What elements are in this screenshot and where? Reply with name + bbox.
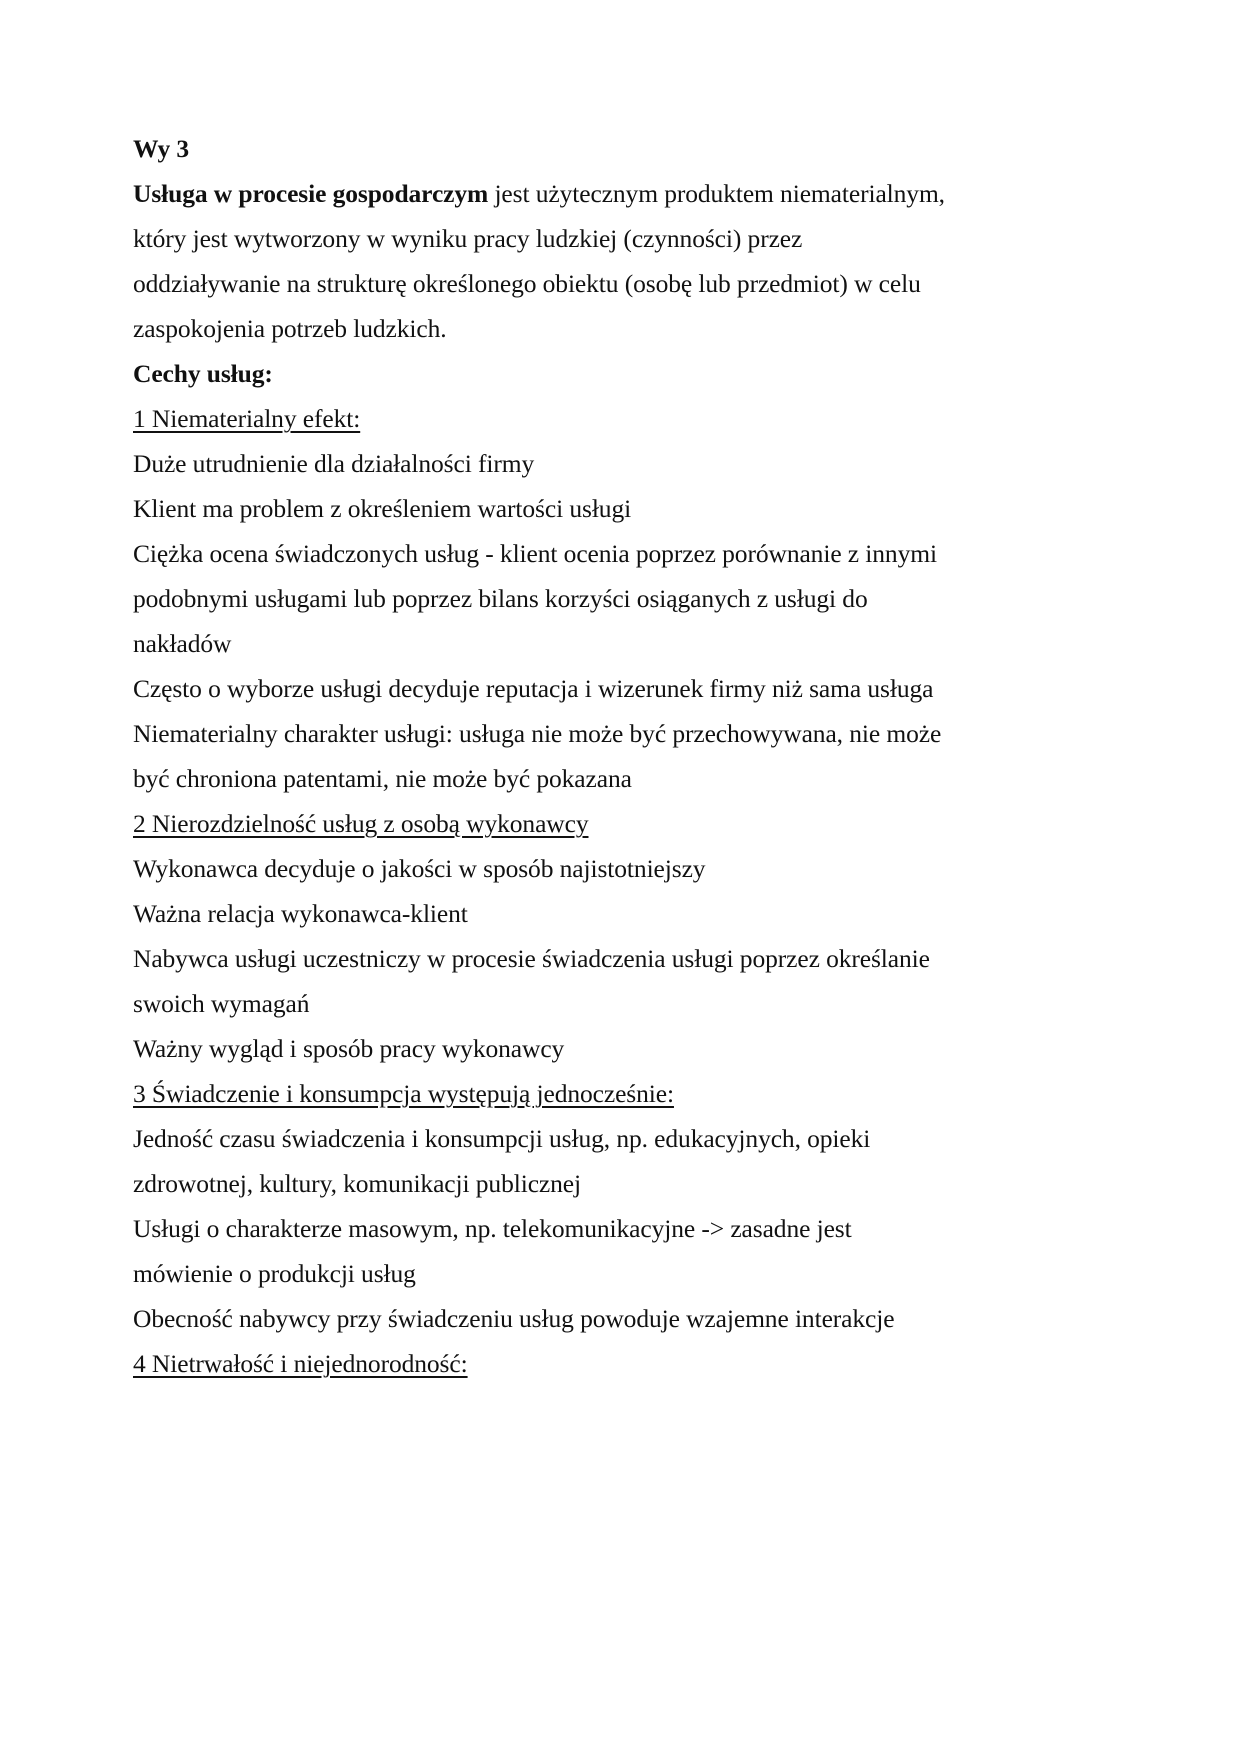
section-1-line: Klient ma problem z określeniem wartości usługi — [133, 494, 632, 523]
features-heading: Cechy usług: — [133, 359, 273, 388]
document-title: Wy 3 — [133, 134, 190, 163]
definition-line-4: zaspokojenia potrzeb ludzkich. — [133, 314, 447, 343]
section-3-line: Usługi o charakterze masowym, np. telekomunikacyjne -> zasadne jest — [133, 1214, 852, 1243]
definition-term: Usługa w procesie gospodarczym — [133, 179, 489, 208]
section-3-heading: 3 Świadczenie i konsumpcja występują jednocześnie: — [133, 1079, 674, 1108]
section-2-line: swoich wymagań — [133, 989, 310, 1018]
definition-line-1 — [133, 171, 1093, 216]
definition-line-2: który jest wytworzony w wyniku pracy ludzkiej (czynności) przez — [133, 224, 803, 253]
section-1-line: być chroniona patentami, nie może być pokazana — [133, 764, 632, 793]
definition-line-3: oddziaływanie na strukturę określonego obiektu (osobę lub przedmiot) w celu — [133, 269, 921, 298]
section-1-line: Duże utrudnienie dla działalności firmy — [133, 449, 535, 478]
section-1-line: Często o wyborze usługi decyduje reputacja i wizerunek firmy niż sama usługa — [133, 674, 934, 703]
section-3-line: zdrowotnej, kultury, komunikacji publicznej — [133, 1169, 581, 1198]
document-page — [133, 126, 1093, 1386]
section-2-line: Wykonawca decyduje o jakości w sposób najistotniejszy — [133, 854, 706, 883]
section-2-line: Ważny wygląd i sposób pracy wykonawcy — [133, 1034, 565, 1063]
section-1-line: podobnymi usługami lub poprzez bilans korzyści osiąganych z usługi do — [133, 584, 868, 613]
section-3-line: Obecność nabywcy przy świadczeniu usług powoduje wzajemne interakcje — [133, 1304, 895, 1333]
section-3-line: mówienie o produkcji usług — [133, 1259, 416, 1288]
section-4-heading: 4 Nietrwałość i niejednorodność: — [133, 1349, 468, 1378]
section-2-line: Nabywca usługi uczestniczy w procesie świadczenia usługi poprzez określanie — [133, 944, 930, 973]
section-3-line: Jedność czasu świadczenia i konsumpcji usług, np. edukacyjnych, opieki — [133, 1124, 871, 1153]
section-2-heading: 2 Nierozdzielność usług z osobą wykonawcy — [133, 809, 589, 838]
section-1-line: Ciężka ocena świadczonych usług - klient ocenia poprzez porównanie z innymi — [133, 539, 937, 568]
section-2-line: Ważna relacja wykonawca-klient — [133, 899, 468, 928]
section-1-line: Niematerialny charakter usługi: usługa nie może być przechowywana, nie może — [133, 719, 942, 748]
definition-text: jest użytecznym produktem niematerialnym, — [488, 179, 945, 208]
section-1-heading: 1 Niematerialny efekt: — [133, 404, 361, 433]
section-1-line: nakładów — [133, 629, 232, 658]
